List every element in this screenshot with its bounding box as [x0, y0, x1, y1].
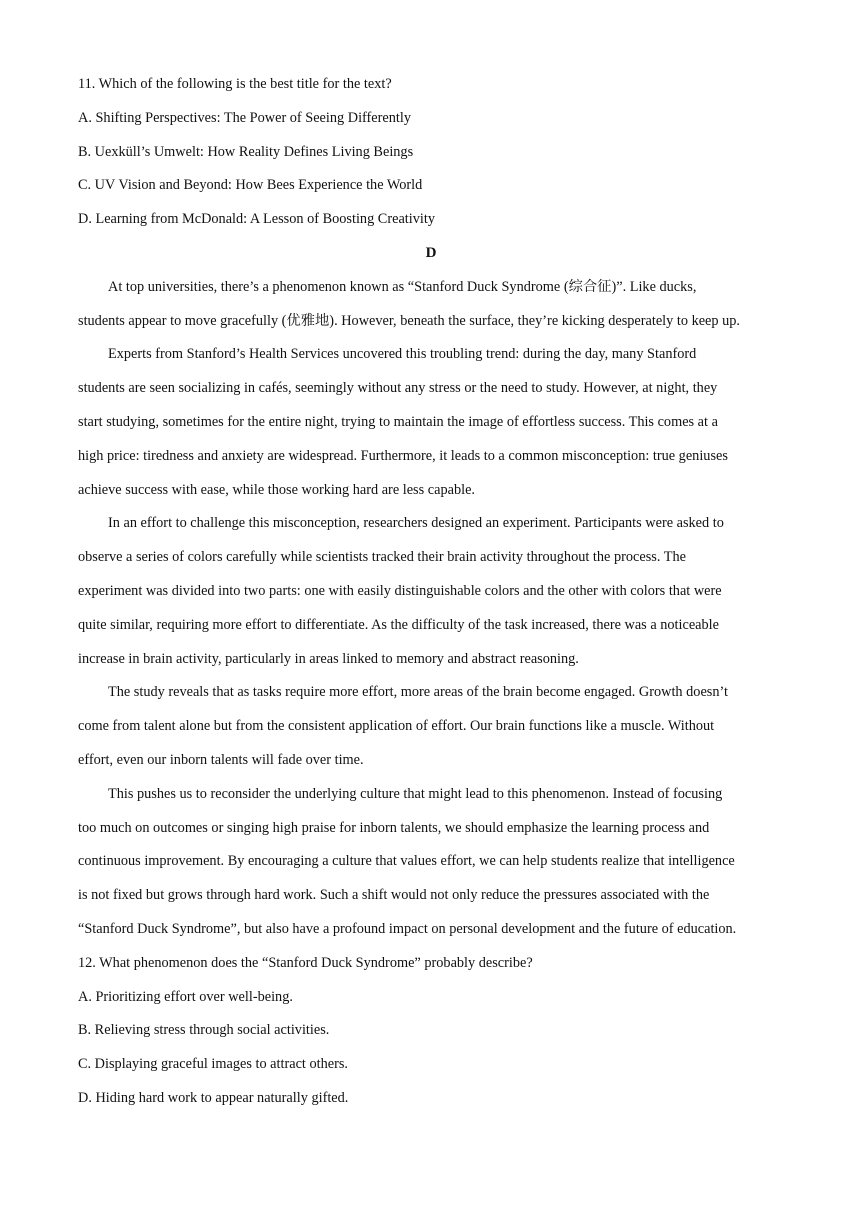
passage-line: high price: tiredness and anxiety are widespread. Furthermore, it leads to a common misconception: true geniuses — [78, 448, 728, 464]
passage-line: “Stanford Duck Syndrome”, but also have a profound impact on personal development and the future of education. — [78, 921, 737, 937]
question-11-option-d: D. Learning from McDonald: A Lesson of Boosting Creativity — [78, 211, 435, 227]
question-11-option-a: A. Shifting Perspectives: The Power of Seeing Differently — [78, 110, 412, 126]
question-12-option-c: C. Displaying graceful images to attract others. — [78, 1056, 348, 1072]
passage-line: is not fixed but grows through hard work. Such a shift would not only reduce the pressures associated with the — [78, 887, 710, 903]
passage-line: quite similar, requiring more effort to differentiate. As the difficulty of the task increased, there was a noticeable — [78, 617, 719, 633]
passage-line: This pushes us to reconsider the underlying culture that might lead to this phenomenon. Instead of focusing — [108, 786, 723, 802]
passage-line: Experts from Stanford’s Health Services uncovered this troubling trend: during the day, many Stanford — [108, 346, 697, 362]
passage-line: start studying, sometimes for the entire night, trying to maintain the image of effortless success. This comes at a — [78, 414, 718, 430]
passage-line: effort, even our inborn talents will fade over time. — [78, 752, 364, 768]
passage-line: increase in brain activity, particularly in areas linked to memory and abstract reasoning. — [78, 651, 579, 667]
question-12-option-a: A. Prioritizing effort over well-being. — [78, 989, 293, 1005]
section-heading: D — [425, 245, 437, 261]
passage-line: observe a series of colors carefully while scientists tracked their brain activity throughout the process. The — [78, 549, 686, 565]
passage-line: students are seen socializing in cafés, seemingly without any stress or the need to study. However, at night, they — [78, 380, 718, 396]
passage-line: continuous improvement. By encouraging a culture that values effort, we can help students realize that intelligence — [78, 853, 735, 869]
passage-line: achieve success with ease, while those working hard are less capable. — [78, 482, 475, 498]
question-11-option-b: B. Uexküll’s Umwelt: How Reality Defines Living Beings — [78, 144, 414, 160]
question-11-stem: 11. Which of the following is the best title for the text? — [78, 76, 392, 92]
passage-line: In an effort to challenge this misconception, researchers designed an experiment. Participants were asked to — [108, 515, 724, 531]
question-12-stem: 12. What phenomenon does the “Stanford Duck Syndrome” probably describe? — [78, 955, 533, 971]
passage-line: students appear to move gracefully (优雅地). However, beneath the surface, they’re kicking desperately to keep up. — [78, 313, 740, 329]
passage-line: At top universities, there’s a phenomenon known as “Stanford Duck Syndrome (综合征)”. Like ducks, — [108, 279, 697, 295]
question-12-option-b: B. Relieving stress through social activities. — [78, 1022, 330, 1038]
passage-line: The study reveals that as tasks require more effort, more areas of the brain become engaged. Growth doesn’t — [108, 684, 728, 700]
passage-line: come from talent alone but from the consistent application of effort. Our brain functions like a muscle. Without — [78, 718, 715, 734]
passage-line: experiment was divided into two parts: one with easily distinguishable colors and the other with colors that were — [78, 583, 722, 599]
passage-line: too much on outcomes or singing high praise for inborn talents, we should emphasize the learning process and — [78, 820, 710, 836]
question-11-option-c: C. UV Vision and Beyond: How Bees Experience the World — [78, 177, 423, 193]
question-12-option-d: D. Hiding hard work to appear naturally gifted. — [78, 1090, 349, 1106]
